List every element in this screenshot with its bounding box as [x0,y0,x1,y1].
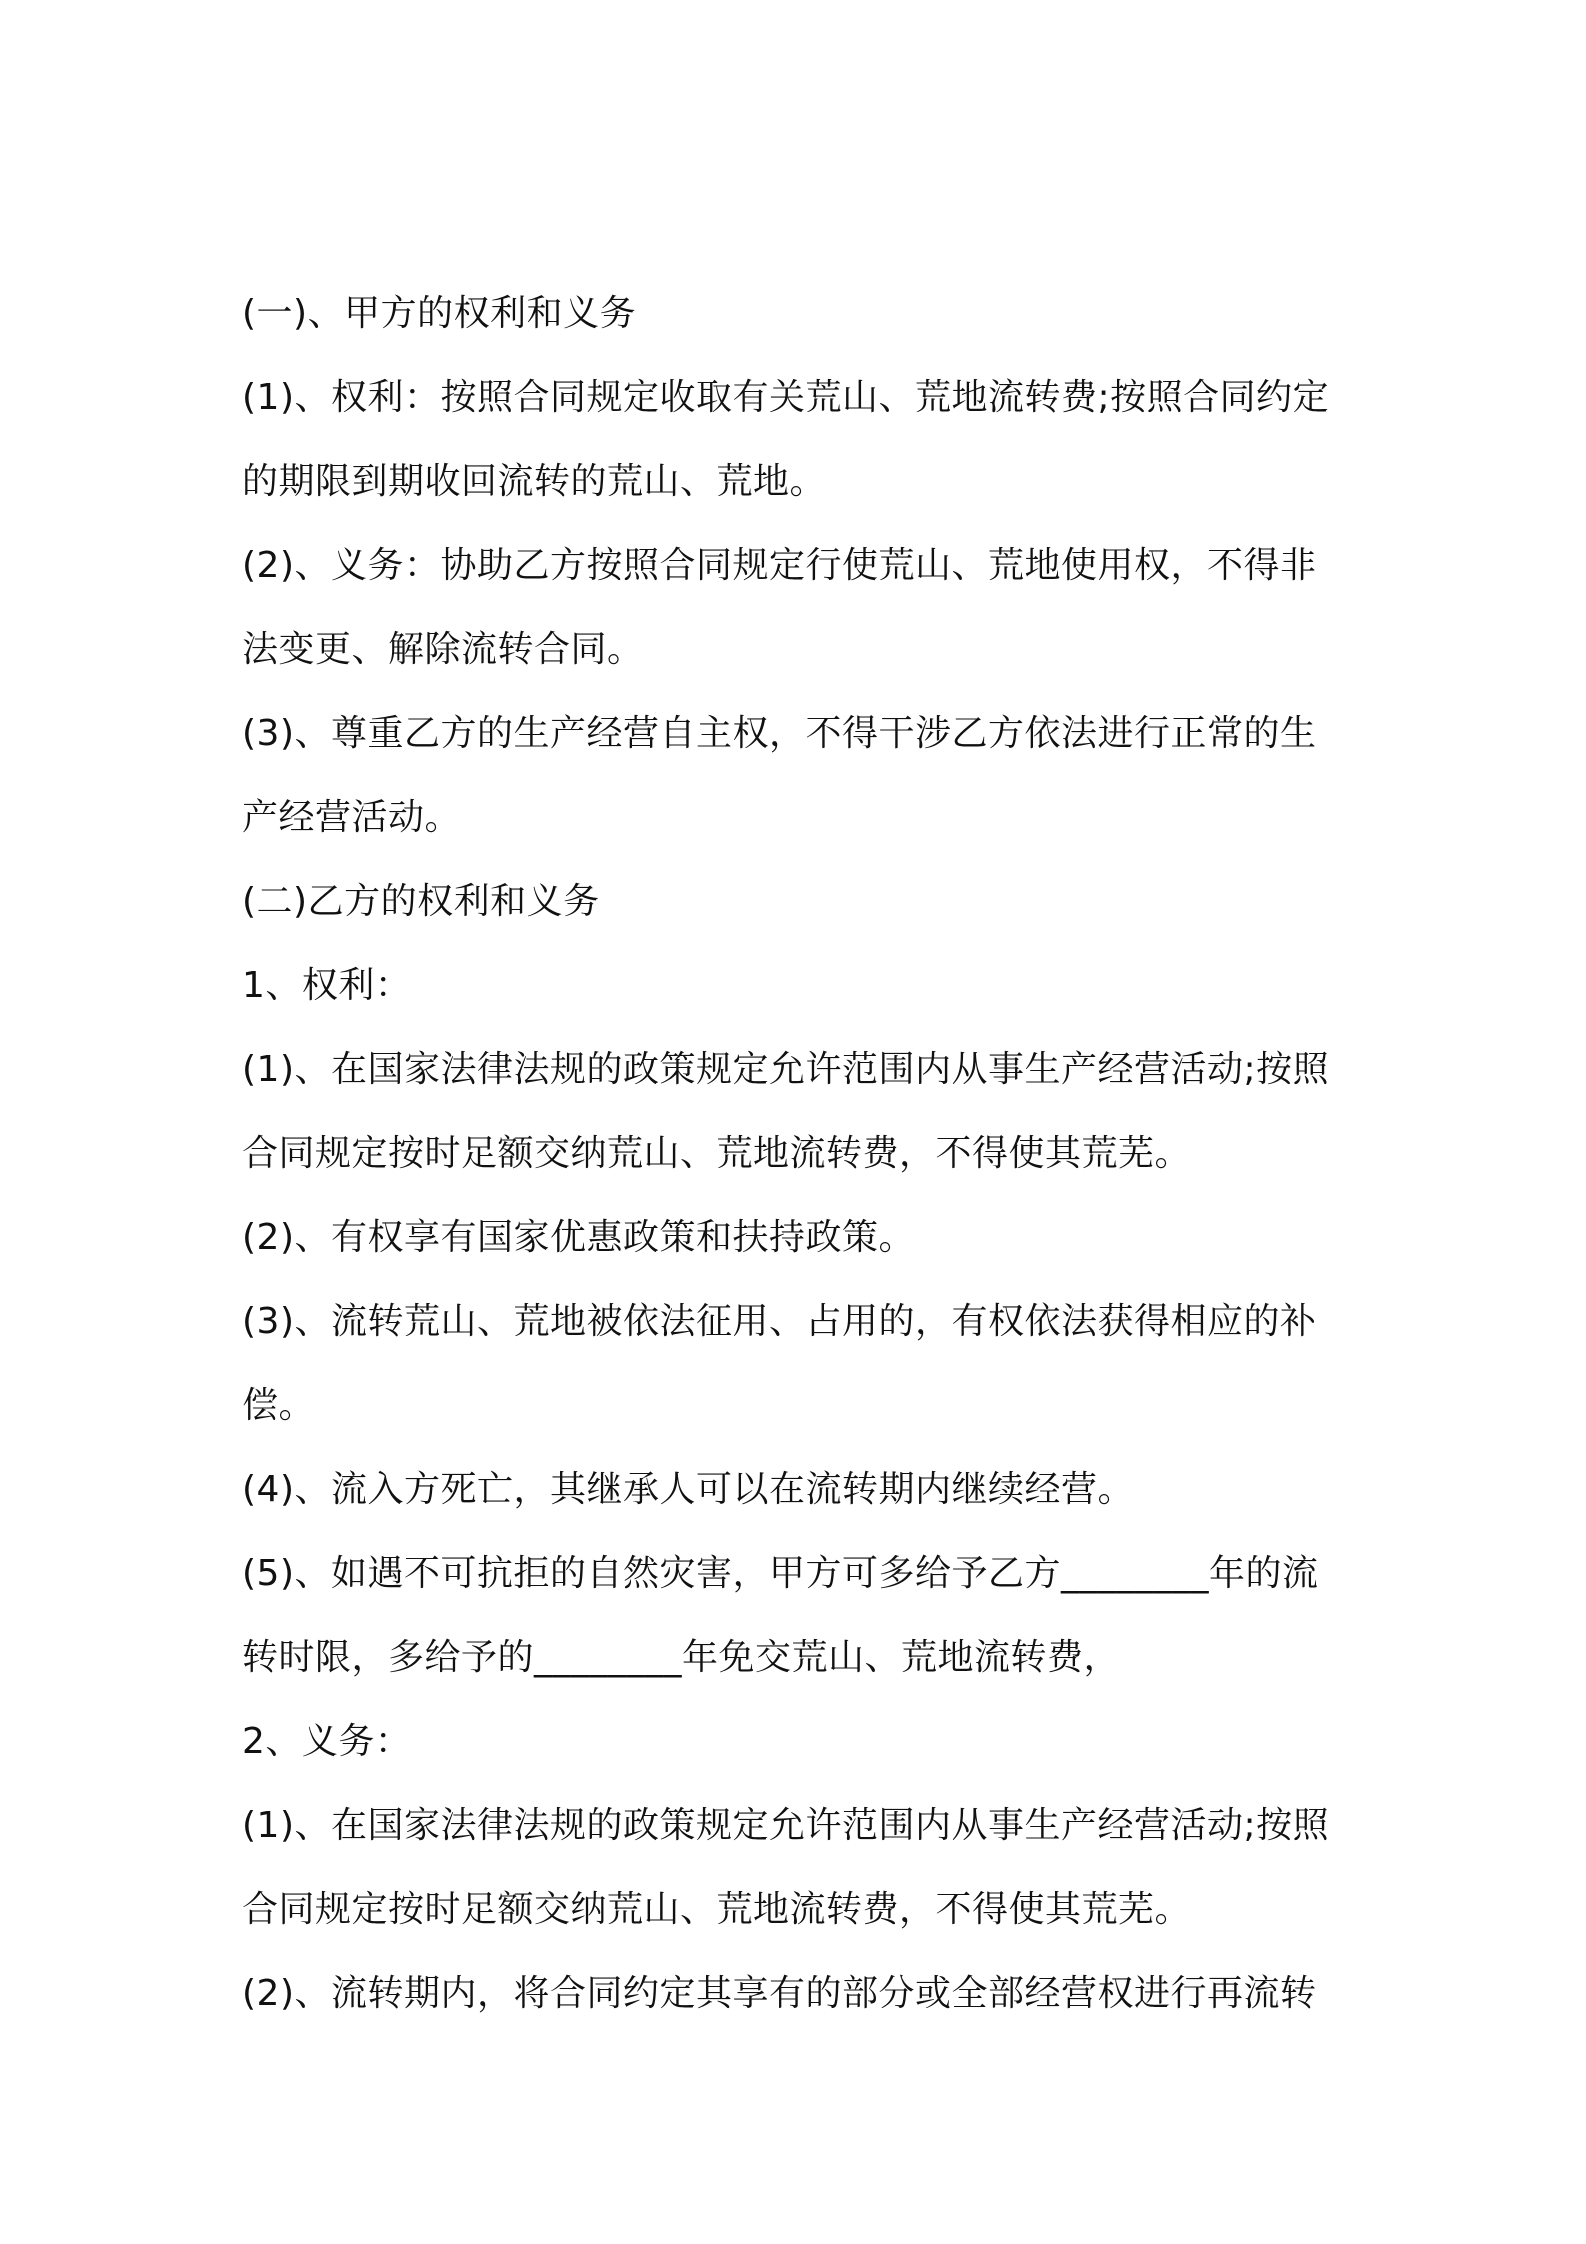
paragraph-line: 转时限，多给予的________年免交荒山、荒地流转费， [242,1637,1121,1678]
paragraph-line: 的期限到期收回流转的荒山、荒地。 [242,461,827,502]
paragraph-line: 合同规定按时足额交纳荒山、荒地流转费，不得使其荒芜。 [242,1133,1192,1174]
paragraph-line: 法变更、解除流转合同。 [242,629,644,670]
paragraph-line: (4)、流入方死亡，其继承人可以在流转期内继续经营。 [242,1469,1134,1510]
paragraph-line: (5)、如遇不可抗拒的自然灾害，甲方可多给予乙方________年的流 [242,1553,1319,1594]
paragraph-line: 合同规定按时足额交纳荒山、荒地流转费，不得使其荒芜。 [242,1889,1192,1930]
paragraph-line: (1)、权利：按照合同规定收取有关荒山、荒地流转费;按照合同约定 [242,377,1330,418]
document-body [242,272,1352,2036]
subsection-heading-rights: 1、权利： [242,965,412,1006]
section-heading-party-a: (一)、甲方的权利和义务 [242,293,637,334]
section-heading-party-b: (二)乙方的权利和义务 [242,881,600,922]
paragraph-line: (2)、义务：协助乙方按照合同规定行使荒山、荒地使用权，不得非 [242,545,1317,586]
paragraph-line: 偿。 [242,1385,316,1426]
paragraph-line: (1)、在国家法律法规的政策规定允许范围内从事生产经营活动;按照 [242,1805,1330,1846]
paragraph-line: (3)、尊重乙方的生产经营自主权，不得干涉乙方依法进行正常的生 [242,713,1317,754]
paragraph-line: (2)、流转期内，将合同约定其享有的部分或全部经营权进行再流转 [242,1973,1317,2014]
paragraph-line: 产经营活动。 [242,797,462,838]
paragraph-line: (3)、流转荒山、荒地被依法征用、占用的，有权依法获得相应的补 [242,1301,1317,1342]
paragraph-line: (2)、有权享有国家优惠政策和扶持政策。 [242,1217,915,1258]
subsection-heading-obligations: 2、义务： [242,1721,412,1762]
paragraph-line: (1)、在国家法律法规的政策规定允许范围内从事生产经营活动;按照 [242,1049,1330,1090]
